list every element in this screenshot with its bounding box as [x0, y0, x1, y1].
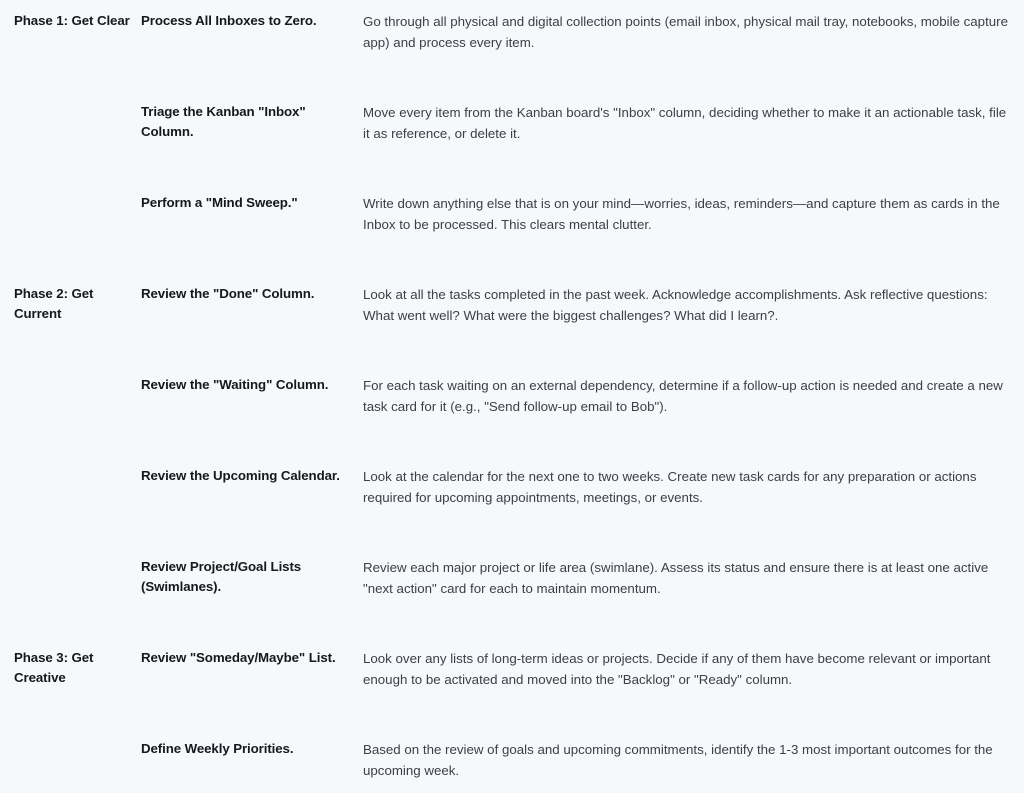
detail-cell: Look at all the tasks completed in the past week. Acknowledge accomplishments. Ask reflective questions: What went well? What were the biggest challenges? What did I learn?.: [363, 287, 988, 323]
phase-cell: [0, 91, 141, 156]
detail-cell: Go through all physical and digital collection points (email inbox, physical mail tray, notebooks, mobile capture app) and process every item.: [363, 14, 1008, 50]
action-cell: Review Project/Goal Lists (Swimlanes).: [141, 559, 302, 595]
phase-cell: [0, 728, 141, 793]
table-row: [0, 455, 1024, 520]
row-spacer: [0, 520, 1024, 546]
row-spacer: [0, 65, 1024, 91]
phase-cell: [0, 455, 141, 520]
table-row: [0, 364, 1024, 429]
action-cell: Define Weekly Priorities.: [141, 741, 294, 756]
row-spacer-cell: [0, 156, 1024, 182]
phase-cell: Phase 3: Get Creative: [14, 650, 94, 686]
phase-cell: [0, 182, 141, 247]
row-spacer-cell: [0, 520, 1024, 546]
detail-cell: Look at the calendar for the next one to two weeks. Create new task cards for any preparation or actions required for upcoming appointments, meetings, or events.: [363, 469, 977, 505]
table-row: [0, 182, 1024, 247]
table-row: [0, 637, 1024, 702]
detail-cell: Look over any lists of long-term ideas or projects. Decide if any of them have become relevant or important enough to be activated and moved into the "Backlog" or "Ready" column.: [363, 651, 991, 687]
detail-cell: Review each major project or life area (swimlane). Assess its status and ensure there is at least one active "next action" card for each to maintain momentum.: [363, 560, 989, 596]
row-spacer-cell: [0, 247, 1024, 273]
table-row: [0, 273, 1024, 338]
table-row: [0, 91, 1024, 156]
row-spacer: [0, 702, 1024, 728]
row-spacer: [0, 611, 1024, 637]
action-cell: Review the Upcoming Calendar.: [141, 468, 340, 483]
action-cell: Process All Inboxes to Zero.: [141, 13, 317, 28]
detail-cell: For each task waiting on an external dependency, determine if a follow-up action is needed and create a new task card for it (e.g., "Send follow-up email to Bob").: [363, 378, 1003, 414]
detail-cell: Write down anything else that is on your mind—worries, ideas, reminders—and capture them as cards in the Inbox to be processed. This clears mental clutter.: [363, 196, 1000, 232]
phase-cell: [0, 364, 141, 429]
row-spacer: [0, 338, 1024, 364]
row-spacer-cell: [0, 338, 1024, 364]
row-spacer-cell: [0, 65, 1024, 91]
row-spacer-cell: [0, 611, 1024, 637]
action-cell: Review the "Waiting" Column.: [141, 377, 329, 392]
phase-cell: [0, 546, 141, 611]
action-cell: Triage the Kanban "Inbox" Column.: [141, 104, 306, 140]
row-spacer: [0, 429, 1024, 455]
row-spacer-cell: [0, 702, 1024, 728]
action-cell: Review the "Done" Column.: [141, 286, 315, 301]
detail-cell: Move every item from the Kanban board's "Inbox" column, deciding whether to make it an actionable task, file it as reference, or delete it.: [363, 105, 1007, 141]
table-row: [0, 546, 1024, 611]
action-cell: Perform a "Mind Sweep.": [141, 195, 298, 210]
detail-cell: Based on the review of goals and upcoming commitments, identify the 1-3 most important outcomes for the upcoming week.: [363, 742, 993, 778]
row-spacer-cell: [0, 429, 1024, 455]
row-spacer: [0, 247, 1024, 273]
table-row: [0, 0, 1024, 65]
action-cell: Review "Someday/Maybe" List.: [141, 650, 336, 665]
row-spacer: [0, 156, 1024, 182]
table-row: [0, 728, 1024, 793]
phase-cell: Phase 1: Get Clear: [14, 13, 130, 28]
phase-cell: Phase 2: Get Current: [14, 286, 94, 322]
